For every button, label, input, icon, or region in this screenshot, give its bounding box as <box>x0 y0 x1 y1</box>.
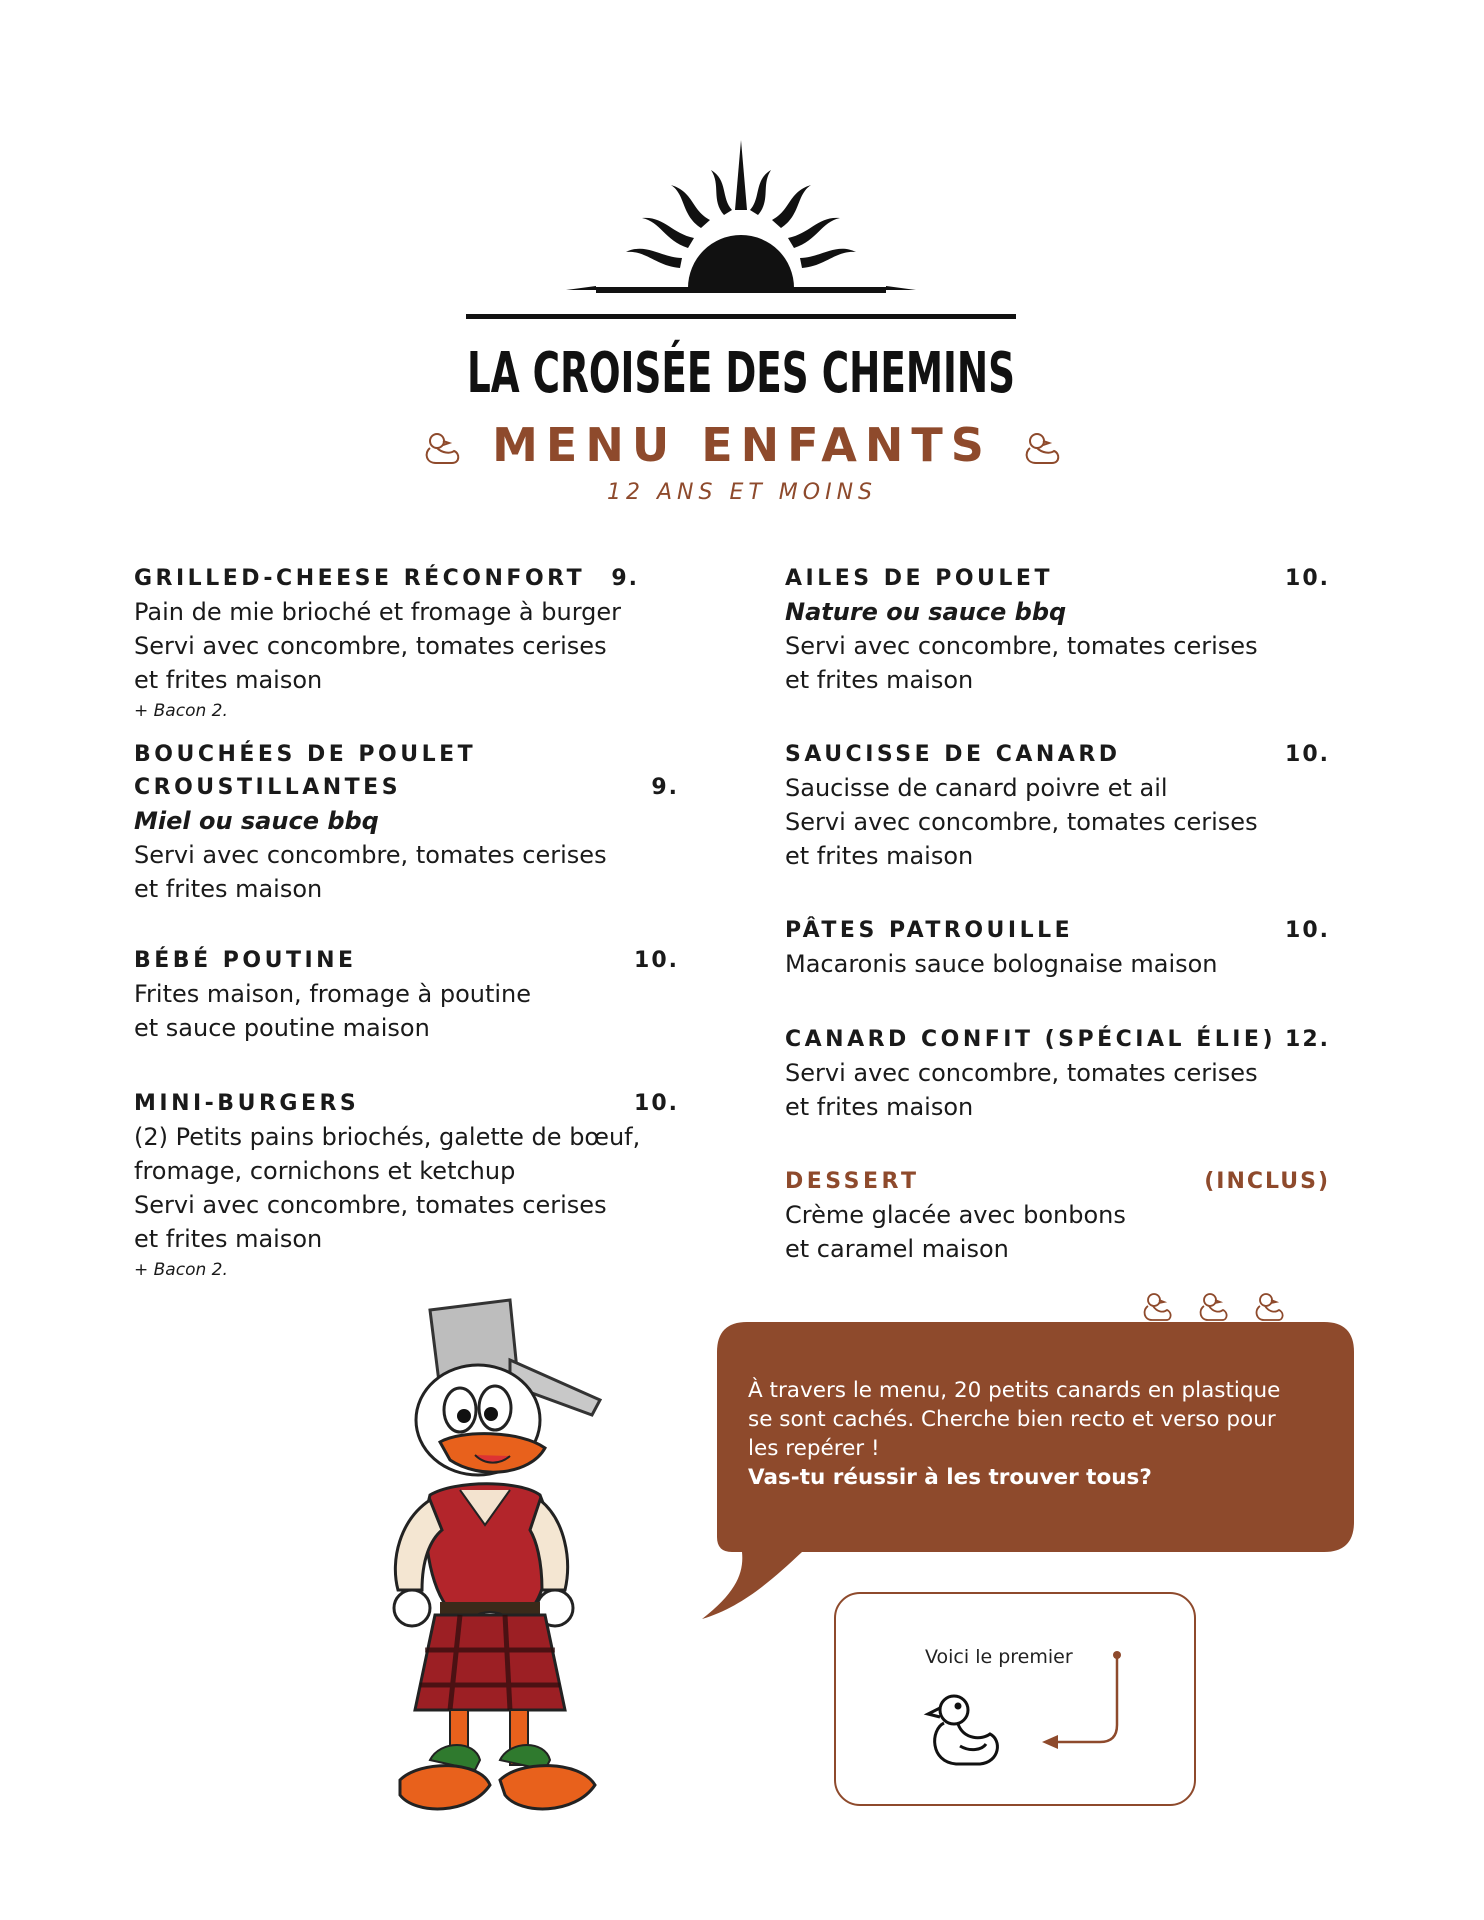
item-name: GRILLED-CHEESE RÉCONFORT <box>134 566 586 591</box>
item-desc: et frites maison <box>134 666 323 694</box>
item-extra: + Bacon 2. <box>134 701 228 721</box>
menu-item-saucisse-canard <box>785 738 1330 873</box>
item-price: 10. <box>634 1091 679 1116</box>
item-name: BOUCHÉES DE POULET <box>134 742 477 767</box>
menu-title <box>0 418 1484 472</box>
duck-icon <box>920 1690 1004 1770</box>
menu-item-grilled-cheese <box>134 562 679 723</box>
item-name: SAUCISSE DE CANARD <box>785 742 1121 767</box>
duck-icon <box>1257 1294 1283 1320</box>
item-name: MINI-BURGERS <box>134 1091 360 1116</box>
item-desc: et frites maison <box>785 842 974 870</box>
item-desc: Saucisse de canard poivre et ail <box>785 774 1168 802</box>
item-extra: + Bacon 2. <box>134 1260 228 1280</box>
item-name: DESSERT <box>785 1169 920 1194</box>
item-desc: Servi avec concombre, tomates cerises <box>785 1059 1258 1087</box>
item-name: PÂTES PATROUILLE <box>785 918 1074 943</box>
item-option: Nature ou sauce bbq <box>785 598 1067 626</box>
item-name: AILES DE POULET <box>785 566 1053 591</box>
sun-ray-top <box>735 140 747 210</box>
menu-item-canard-confit <box>785 1023 1330 1124</box>
menu-item-ailes-poulet <box>785 562 1330 697</box>
duck-mascot-illustration <box>360 1290 630 1830</box>
restaurant-logo <box>466 140 1290 410</box>
item-name: CANARD CONFIT (SPÉCIAL ÉLIE) <box>785 1027 1277 1052</box>
item-desc: et frites maison <box>785 666 974 694</box>
item-desc: Pain de mie brioché et fromage à burger <box>134 598 622 626</box>
item-desc: et frites maison <box>134 875 323 903</box>
item-price: 10. <box>1285 918 1330 943</box>
bubble-line: les repérer ! <box>748 1436 880 1461</box>
item-desc: Crème glacée avec bonbons <box>785 1201 1126 1229</box>
item-desc: (2) Petits pains briochés, galette de bœuf, <box>134 1123 641 1151</box>
bubble-text <box>748 1376 1338 1492</box>
logo-wordmark: LA CROISÉE DES CHEMINS <box>467 341 1290 406</box>
item-desc: et sauce poutine maison <box>134 1014 430 1042</box>
duck-icon <box>422 429 462 469</box>
arrow-icon <box>1030 1650 1140 1760</box>
item-desc: et frites maison <box>134 1225 323 1253</box>
item-desc: Servi avec concombre, tomates cerises <box>134 1191 607 1219</box>
bubble-bold-line: Vas-tu réussir à les trouver tous? <box>748 1465 1152 1490</box>
item-desc: Macaronis sauce bolognaise maison <box>785 950 1218 978</box>
item-name: CROUSTILLANTES <box>134 775 402 800</box>
sun-half <box>688 235 794 288</box>
duck-icon <box>1022 429 1062 469</box>
item-name: BÉBÉ POUTINE <box>134 948 357 973</box>
item-price: (INCLUS) <box>1204 1169 1330 1194</box>
item-desc: et frites maison <box>785 1093 974 1121</box>
item-price: 12. <box>1285 1027 1330 1052</box>
duck-icon <box>1145 1294 1171 1320</box>
item-price: 9. <box>611 566 639 591</box>
menu-item-pates-patrouille <box>785 914 1330 981</box>
menu-item-mini-burgers <box>134 1087 714 1282</box>
menu-title-text: MENU ENFANTS <box>492 418 992 472</box>
item-desc: Servi avec concombre, tomates cerises <box>785 808 1258 836</box>
menu-subtitle: 12 ANS ET MOINS <box>607 480 877 505</box>
item-desc: Servi avec concombre, tomates cerises <box>134 841 607 869</box>
duck-icon <box>1201 1294 1227 1320</box>
item-price: 9. <box>651 775 679 800</box>
menu-item-bouchees-poulet <box>134 738 679 906</box>
first-duck-box <box>834 1592 1196 1806</box>
item-desc: et caramel maison <box>785 1235 1009 1263</box>
item-price: 10. <box>1285 566 1330 591</box>
item-price: 10. <box>1285 742 1330 767</box>
item-desc: fromage, cornichons et ketchup <box>134 1157 516 1185</box>
bubble-line: se sont cachés. Cherche bien recto et verso pour <box>748 1407 1276 1432</box>
item-desc: Servi avec concombre, tomates cerises <box>134 632 607 660</box>
menu-item-bebe-poutine <box>134 944 679 1045</box>
item-desc: Frites maison, fromage à poutine <box>134 980 532 1008</box>
bubble-line: À travers le menu, 20 petits canards en plastique <box>748 1378 1281 1403</box>
menu-item-dessert <box>785 1165 1330 1266</box>
item-price: 10. <box>634 948 679 973</box>
item-option: Miel ou sauce bbq <box>134 807 379 835</box>
first-duck-label: Voici le premier <box>925 1646 1073 1668</box>
item-desc: Servi avec concombre, tomates cerises <box>785 632 1258 660</box>
